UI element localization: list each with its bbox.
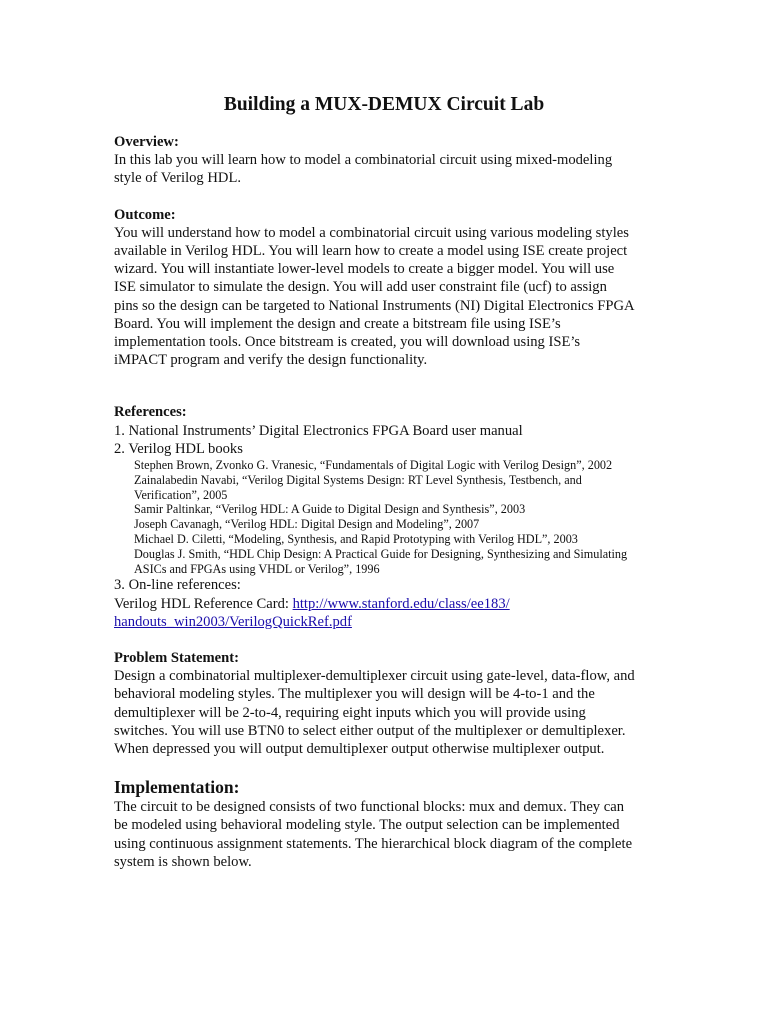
implementation-section bbox=[114, 776, 654, 871]
implementation-line: The circuit to be designed consists of two functional blocks: mux and demux. They can bbox=[114, 799, 624, 816]
reference-item-3: 3. On-line references: bbox=[114, 577, 241, 594]
problem-line: Design a combinatorial multiplexer-demultiplexer circuit using gate-level, data-flow, and bbox=[114, 668, 635, 685]
outcome-line: You will understand how to model a combinatorial circuit using various modeling styles bbox=[114, 224, 629, 241]
document-page bbox=[114, 93, 654, 889]
reference-item-2: 2. Verilog HDL books bbox=[114, 440, 243, 457]
book-entry: Douglas J. Smith, “HDL Chip Design: A Practical Guide for Designing, Synthesizing and Simulating ASICs and FPGAs using VHDL or Verilog”, 1996 bbox=[134, 546, 628, 576]
references-heading: References: bbox=[114, 404, 187, 421]
outcome-heading: Outcome: bbox=[114, 206, 176, 223]
overview-line: In this lab you will learn how to model a combinatorial circuit using mixed-modeling bbox=[114, 152, 613, 169]
references-section bbox=[114, 403, 654, 631]
reference-card-link-continued[interactable]: handouts_win2003/VerilogQuickRef.pdf bbox=[114, 613, 352, 630]
book-entry: Joseph Cavanagh, “Verilog HDL: Digital Design and Modeling”, 2007 bbox=[134, 517, 480, 532]
outcome-line: Board. You will implement the design and create a bitstream file using ISE’s bbox=[114, 315, 561, 332]
reference-card-label: Verilog HDL Reference Card: bbox=[114, 595, 293, 612]
implementation-heading: Implementation: bbox=[114, 777, 240, 798]
reference-card-line bbox=[114, 595, 654, 613]
problem-section bbox=[114, 649, 654, 758]
outcome-line: wizard. You will instantiate lower-level models to create a bigger model. You will use bbox=[114, 261, 615, 278]
implementation-line: system is shown below. bbox=[114, 853, 252, 870]
reference-card-link-cont bbox=[114, 613, 654, 631]
outcome-line: implementation tools. Once bitstream is created, you will download using ISE’s bbox=[114, 334, 581, 351]
problem-line: switches. You will use BTN0 to select either output of the multiplexer or demultiplexer. bbox=[114, 722, 626, 739]
outcome-text bbox=[114, 224, 654, 370]
outcome-line: iMPACT program and verify the design functionality. bbox=[114, 352, 428, 369]
problem-line: When depressed you will output demultiplexer output otherwise multiplexer output. bbox=[114, 741, 605, 758]
problem-line: behavioral modeling styles. The multiplexer you will design will be 4-to-1 and the bbox=[114, 686, 595, 703]
overview-line: style of Verilog HDL. bbox=[114, 170, 242, 187]
outcome-line: pins so the design can be targeted to National Instruments (NI) Digital Electronics FPGA bbox=[114, 297, 635, 314]
implementation-line: be modeled using behavioral modeling style. The output selection can be implemented bbox=[114, 817, 620, 834]
implementation-line: using continuous assignment statements. The hierarchical block diagram of the complete bbox=[114, 835, 633, 852]
overview-section bbox=[114, 133, 654, 188]
outcome-line: available in Verilog HDL. You will learn how to create a model using ISE create project bbox=[114, 243, 628, 260]
page-title: Building a MUX-DEMUX Circuit Lab bbox=[223, 94, 545, 115]
outcome-section bbox=[114, 206, 654, 370]
problem-text bbox=[114, 667, 654, 758]
book-entry: Michael D. Ciletti, “Modeling, Synthesis, and Rapid Prototyping with Verilog HDL”, 2003 bbox=[134, 532, 578, 547]
reference-item-1: 1. National Instruments’ Digital Electronics FPGA Board user manual bbox=[114, 422, 523, 439]
overview-heading: Overview: bbox=[114, 134, 179, 150]
reference-card-link[interactable]: http://www.stanford.edu/class/ee183/ bbox=[292, 595, 510, 612]
overview-text bbox=[114, 151, 654, 187]
problem-heading: Problem Statement: bbox=[114, 650, 239, 667]
problem-line: demultiplexer will be 2-to-4, requiring eight inputs which you will provide using bbox=[114, 704, 586, 721]
book-entry: Stephen Brown, Zvonko G. Vranesic, “Fundamentals of Digital Logic with Verilog Design”, 2002 bbox=[134, 458, 613, 473]
outcome-line: ISE simulator to simulate the design. You will add user constraint file (ucf) to assign bbox=[114, 279, 607, 296]
book-list bbox=[134, 458, 654, 576]
book-entry: Zainalabedin Navabi, “Verilog Digital Systems Design: RT Level Synthesis, Testbench, and Verification”, 2005 bbox=[134, 472, 582, 502]
implementation-text bbox=[114, 798, 654, 871]
book-entry: Samir Paltinkar, “Verilog HDL: A Guide to Digital Design and Synthesis”, 2003 bbox=[134, 502, 526, 517]
